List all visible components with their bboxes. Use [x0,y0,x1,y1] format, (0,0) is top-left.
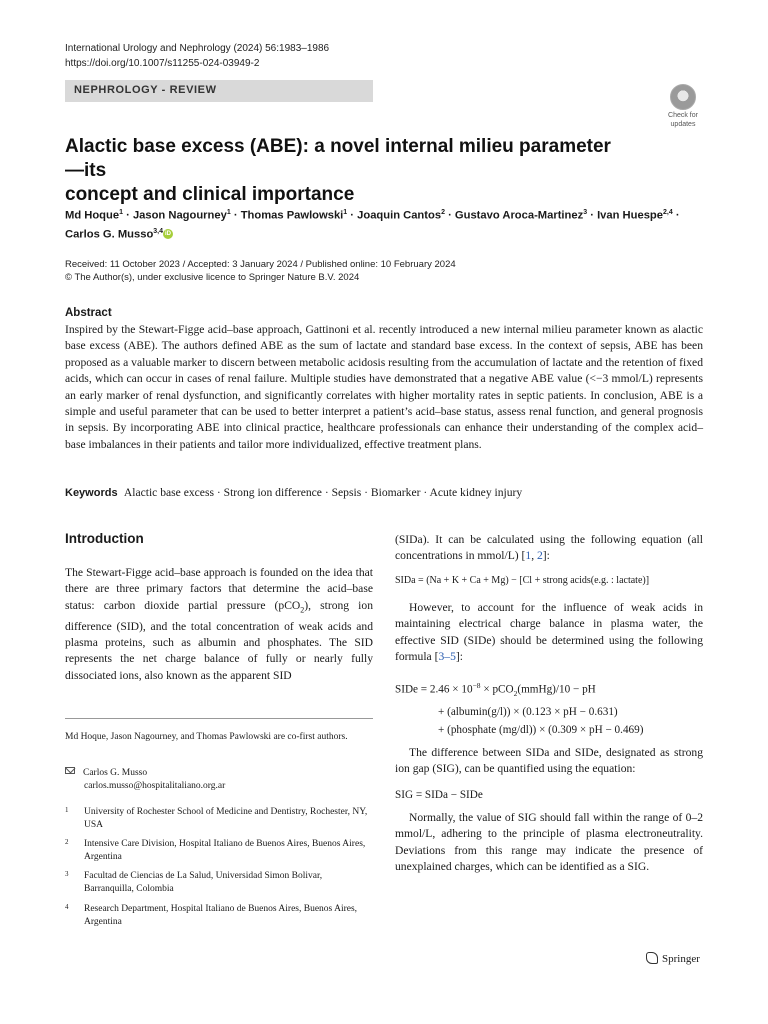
title-line-2: concept and clinical importance [65,184,355,205]
text-part: ]: [542,549,550,563]
affiliation-item [65,806,373,832]
subscript: 2 [300,605,305,615]
history-dates: Received: 11 October 2023 / Accepted: 3 January 2024 / Published online: 10 February 2024 [65,259,456,270]
text-part: (SIDa). It can be calculated using the following equation (all concentrations in mmol/L) [ [395,533,703,563]
affiliation-text: Facultad de Ciencias de La Salud, Universidad Simon Bolivar, Barranquilla, Colombia [84,871,323,894]
right-paragraph-4: Normally, the value of SIG should fall within the range of 0–2 mmol/L, adhering to the principle of plasma electroneutrality. Deviations from this range may indicate the presence of unexplained charges, which can be identified as a SIG. [395,811,703,874]
keywords-label: Keywords [65,487,118,499]
abstract-heading: Abstract [65,307,112,319]
equation-line-3: + (phosphate (mg/dl)) × (0.309 × pH − 0.469) [438,723,644,736]
author-separator: · [122,209,133,222]
author-name[interactable]: Thomas Pawlowski [240,209,344,222]
eq-part: × pCO [480,683,514,696]
reference-link[interactable]: 2 [537,549,543,563]
text-part: , [531,549,537,563]
publisher-name: Springer [662,953,700,965]
author-name[interactable]: Ivan Huespe [597,209,663,222]
affiliation-number: 1 [65,806,69,814]
author-separator: · [672,209,680,222]
text-part: However, to account for the influence of weak acids in maintaining electrical charge balance in plasma water, the effective SID (SIDe) should be determined using the following formula [ [395,601,703,664]
equation-sida: SIDa = (Na + K + Ca + Mg) − [Cl + strong acids(e.g. : lactate)] [395,575,650,586]
journal-citation [65,41,329,71]
contact-email[interactable]: carlos.musso@hospitalitaliano.org.ar [84,780,226,791]
contact-name: Carlos G. Musso [83,768,148,778]
affiliation-text: Research Department, Hospital Italiano de Buenos Aires, Buenos Aires, Argentina [84,904,358,927]
subscript: 2 [513,688,518,698]
introduction-paragraph [65,565,373,684]
author-separator: · [230,209,241,222]
co-first-author-note: Md Hoque, Jason Nagourney, and Thomas Pawlowski are co-first authors. [65,732,348,742]
affiliation-item [65,870,373,896]
eq-part: (mmHg)/10 − pH [517,683,596,696]
crossmark-text-line2: updates [670,121,696,128]
author-name[interactable]: Joaquin Cantos [357,209,442,222]
corresponding-author [65,767,373,792]
crossmark-text-line1: Check for [668,112,698,119]
reference-link[interactable]: 1 [525,549,532,563]
intro-text-part: ), strong ion difference (SID), and the total concentration of weak acids and plasma proteins, such as albumin and phosphates. The SID represents the net charge balance of fully or nearly fully dissociated ions, also known as the apparent SID [65,598,373,682]
author-affiliation: 1 [343,209,348,216]
right-paragraph-2 [395,600,703,666]
affiliation-item [65,838,373,864]
affiliation-number: 4 [65,903,69,911]
equation-line-1 [395,677,715,703]
keywords-list: Alactic base excess · Strong ion difference · Sepsis · Biomarker · Acute kidney injury [123,486,523,499]
envelope-icon [65,767,75,774]
publication-dates [65,258,456,284]
check-for-updates-badge[interactable] [664,84,702,128]
author-name[interactable]: Jason Nagourney [132,209,227,222]
author-affiliation: 2 [441,209,445,216]
keywords [65,485,705,501]
author-affiliation: 1 [226,209,231,216]
orcid-icon[interactable]: iD [165,231,172,238]
author-separator: · [444,209,455,222]
publisher-logo [646,952,700,966]
abstract-text: Inspired by the Stewart-Figge acid–base approach, Gattinoni et al. recently introduced a new internal milieu parameter known as alactic base excess (ABE). The authors defined ABE as the sum of lactate and standard base excess. In the context of sepsis, ABE has been proposed as a valuable marker to discern between metabolic acidosis resulting from the accumulation of lactate and the retention of fixed acids, which can occur in cases of renal failure. Multiple studies have demonstrated that a negative ABE value (<−3 mmol/L) represents an early marker of renal dysfunction, and significantly correlates with higher mortality rates in septic patients. In conclusion, ABE is a simple and useful parameter that can be used to better interpret a patient’s acid–base status, assess renal function, and general prognosis in sepsis. By incorporating ABE into clinical practice, healthcare professionals can enhance their understanding of the complex acid–base imbalances in their patients and tailor more individualized, effective treatment plans. [65,323,703,451]
author-affiliation: 3,4 [153,227,164,235]
springer-horse-icon [646,952,658,964]
copyright-notice: © The Author(s), under exclusive licence to Springer Nature B.V. 2024 [65,272,360,283]
right-paragraph-1 [395,532,703,565]
author-affiliation: 2,4 [662,209,673,216]
footnote-divider [65,718,373,719]
equation-sig: SIG = SIDa − SIDe [395,789,483,801]
author-separator: · [347,209,358,222]
doi-link[interactable]: https://doi.org/10.1007/s11255-024-03949-2 [65,58,260,69]
affiliation-text: Intensive Care Division, Hospital Italiano de Buenos Aires, Buenos Aires, Argentina [84,839,366,862]
author-affiliation: 1 [119,209,123,216]
introduction-heading: Introduction [65,531,144,546]
crossmark-icon [670,84,696,110]
reference-link[interactable]: 3–5 [438,650,456,664]
article-title [65,135,625,207]
intro-text-part: The Stewart-Figge acid–base approach is founded on the idea that there are three primary factors that determine the acid–base status: carbon dioxide partial pressure (pCO [65,566,373,612]
equation-side [395,677,715,739]
eq-part: SIDe = 2.46 × 10 [395,683,473,696]
author-list [65,205,715,242]
text-part: ]: [455,650,463,664]
affiliation-text: University of Rochester School of Medicine and Dentistry, Rochester, NY, USA [84,807,368,830]
equation-line-2: + (albumin(g/l)) × (0.123 × pH − 0.631) [438,705,618,718]
affiliation-item [65,903,373,929]
right-paragraph-3: The difference between SIDa and SIDe, designated as strong ion gap (SIG), can be quantified using the equation: [395,746,703,776]
section-label: NEPHROLOGY - REVIEW [65,80,373,102]
author-name[interactable]: Carlos G. Musso [65,228,154,241]
title-line-1: Alactic base excess (ABE): a novel internal milieu parameter—its [65,136,611,181]
author-name[interactable]: Md Hoque [65,209,120,222]
exponent: −8 [472,681,481,690]
author-name[interactable]: Gustavo Aroca-Martinez [454,209,584,222]
affiliation-number: 2 [65,838,69,846]
author-affiliation: 3 [583,209,588,216]
author-separator: · [587,209,598,222]
affiliation-number: 3 [65,870,69,878]
journal-name: International Urology and Nephrology (2024) 56:1983–1986 [65,43,330,54]
